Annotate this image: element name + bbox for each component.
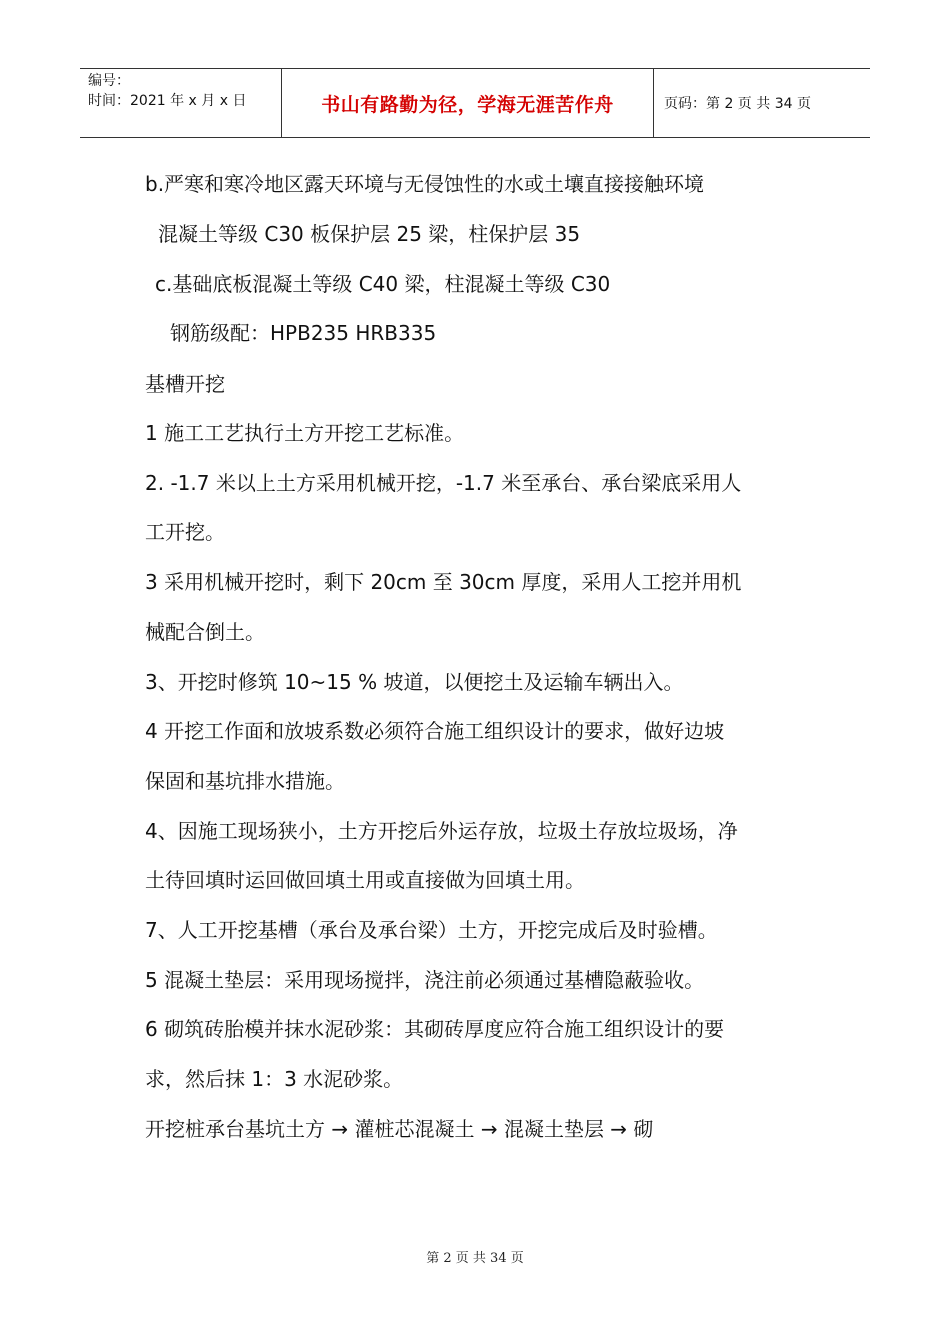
text-line: 2. -1.7 米以上土方采用机械开挖，-1.7 米至承台、承台梁底采用人	[145, 471, 742, 495]
text-line: 混凝土等级 C30 板保护层 25 梁，柱保护层 35	[158, 222, 581, 246]
number-label: 编号：	[88, 73, 130, 89]
text-line: 求，然后抹 1：3 水泥砂浆。	[145, 1067, 404, 1091]
text-line: 3 采用机械开挖时，剩下 20cm 至 30cm 厚度，采用人工挖并用机	[145, 570, 742, 594]
text-line: 4 开挖工作面和放坡系数必须符合施工组织设计的要求，做好边坡	[145, 719, 725, 743]
text-line: 械配合倒土。	[145, 620, 265, 644]
header-meta	[80, 69, 282, 137]
text-line: 5 混凝土垫层：采用现场搅拌，浇注前必须通过基槽隐蔽验收。	[145, 968, 705, 992]
text-line: 钢筋级配：HPB235 HRB335	[170, 321, 437, 345]
page-footer: 第 2 页 共 34 页	[426, 1251, 524, 1266]
text-line: 4、因施工现场狭小，土方开挖后外运存放，垃圾土存放垃圾场，净	[145, 819, 738, 843]
text-line: 7、人工开挖基槽（承台及承台梁）土方，开挖完成后及时验槽。	[145, 918, 718, 942]
text-line: 工开挖。	[145, 520, 225, 544]
section-heading: 基槽开挖	[145, 372, 225, 396]
text-line: 6 砌筑砖胎模并抹水泥砂浆：其砌砖厚度应符合施工组织设计的要	[145, 1017, 725, 1041]
text-line: 1 施工工艺执行土方开挖工艺标准。	[145, 421, 465, 445]
text-line: 土待回填时运回做回填土用或直接做为回填土用。	[145, 868, 585, 892]
text-line: b.严寒和寒冷地区露天环境与无侵蚀性的水或土壤直接接触环境	[145, 172, 705, 196]
text-line: c.基础底板混凝土等级 C40 梁，柱混凝土等级 C30	[155, 272, 611, 296]
text-line: 3、开挖时修筑 10~15 % 坡道，以便挖土及运输车辆出入。	[145, 670, 684, 694]
page-header	[80, 68, 870, 138]
process-flow-line: 开挖桩承台基坑土方 → 灌桩芯混凝土 → 混凝土垫层 → 砌	[145, 1117, 654, 1141]
header-page-info: 页码：第 2 页 共 34 页	[664, 96, 811, 112]
header-motto: 书山有路勤为径，学海无涯苦作舟	[282, 69, 654, 137]
text-line: 保固和基坑排水措施。	[145, 769, 345, 793]
time-label: 时间：2021 年 x 月 x 日	[88, 93, 247, 109]
